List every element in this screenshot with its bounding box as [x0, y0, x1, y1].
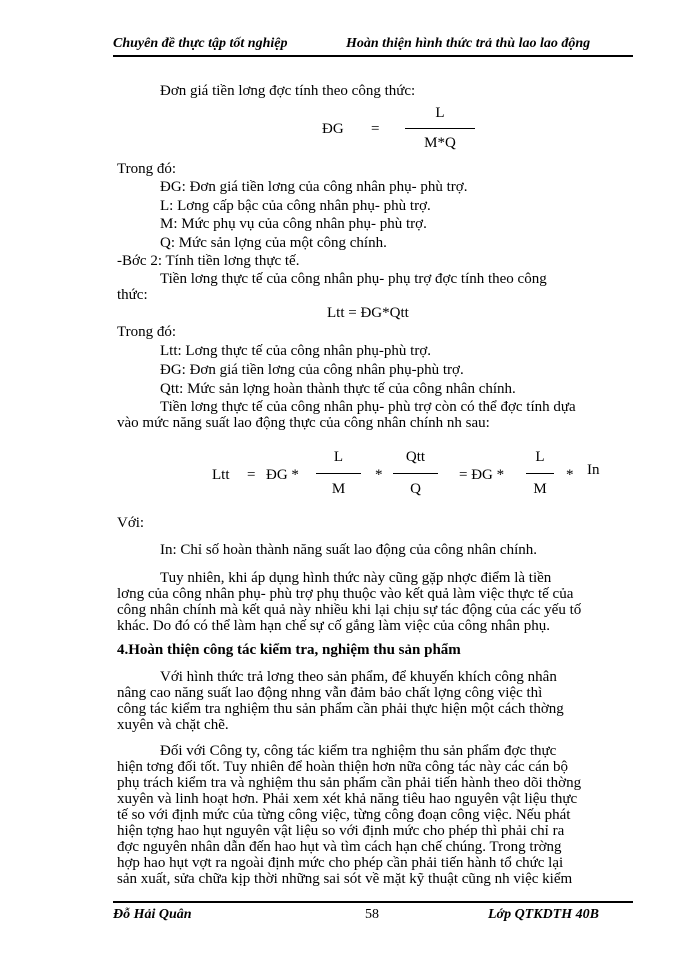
- para-e-line: xuyên và linh hoạt hơn. Phải xem xét khả năng tiêu hao nguyên vật liệu thực: [117, 791, 578, 807]
- formula3-dg: ĐG *: [266, 467, 299, 483]
- formula2: Ltt = ĐG*Qtt: [327, 305, 409, 321]
- formula3-frac1-num: L: [333, 449, 344, 465]
- where2-item: Qtt: Mức sản lợng hoàn thành thực tế của công nhân chính.: [160, 381, 516, 397]
- formula3-frac2-num: Qtt: [405, 449, 426, 465]
- where2-item: ĐG: Đơn giá tiền lơng của công nhân phụ-phù trợ.: [160, 362, 464, 378]
- para-e-line: hợp hao hụt vợt ra ngoài định mức cho phép cần phải tiến hành tổ chức lại: [117, 855, 564, 871]
- formula3-eq: =: [247, 467, 256, 483]
- step2-line: -Bớc 2: Tính tiền lơng thực tế.: [117, 253, 300, 269]
- formula1-lhs: ĐG: [322, 121, 344, 137]
- footer-rule: [113, 901, 633, 903]
- para-d-line: nâng cao năng suất lao động nhng vẫn đảm bảo chất lợng công việc thì: [117, 685, 543, 701]
- header-left: Chuyên đề thực tập tốt nghiệp: [113, 36, 288, 51]
- para-e-line: phụ trách kiểm tra và nghiệm thu sản phẩm cần phải tiến hành theo dõi thờng: [117, 775, 582, 791]
- formula3-frac1-den: M: [331, 481, 346, 497]
- footer-class: Lớp QTKDTH 40B: [488, 907, 599, 922]
- formula1-numerator: L: [435, 105, 445, 121]
- formula3-eq2: = ĐG *: [459, 467, 505, 483]
- header-rule: [113, 55, 633, 57]
- formula3-frac2-den: Q: [410, 481, 421, 497]
- para-a-line: Tiền lơng thực tế của công nhân phụ- phụ trợ đợc tính theo công: [160, 271, 547, 287]
- para-c-line: lơng của công nhân phụ- phù trợ phụ thuộc vào kết quả làm việc thực tế của: [117, 586, 574, 602]
- where2-label: Trong đó:: [117, 324, 177, 340]
- para-b-line: Tiền lơng thực tế của công nhân phụ- phù trợ còn có thể đợc tính dựa: [160, 399, 576, 415]
- page-number: 58: [365, 907, 379, 922]
- formula3-lhs: Ltt: [212, 467, 230, 483]
- para-c-line: Tuy nhiên, khi áp dụng hình thức này cũng gặp nhợc điểm là tiền: [160, 570, 552, 586]
- formula3-star: *: [375, 467, 383, 483]
- para-b-line: vào mức năng suất lao động thực của công nhân chính nh sau:: [117, 415, 490, 431]
- section-heading: 4.Hoàn thiện công tác kiểm tra, nghiệm thu sản phẩm: [117, 642, 461, 658]
- para-a-line: thức:: [117, 287, 148, 303]
- formula3-frac1-bar: [316, 473, 361, 474]
- formula1-denominator: M*Q: [424, 135, 456, 151]
- where1-label: Trong đó:: [117, 161, 177, 177]
- where2-item: Ltt: Lơng thực tế của công nhân phụ-phù trợ.: [160, 343, 432, 359]
- para-e-line: tế so với định mức của từng công việc, từng công đoạn công việc. Nếu phát: [117, 807, 571, 823]
- para-e-line: Đối với Công ty, công tác kiểm tra nghiệm thu sản phẩm đợc thực: [160, 743, 557, 759]
- para-d-line: công tác kiểm tra nghiệm thu sản phẩm cần phải thực hiện một cách thờng: [117, 701, 564, 717]
- in-definition: In: Chỉ số hoàn thành năng suất lao động của công nhân chính.: [160, 542, 538, 558]
- voi-label: Với:: [117, 515, 145, 531]
- where1-item: L: Lơng cấp bậc của công nhân phụ- phù trợ.: [160, 198, 431, 214]
- para-e-line: đợc nguyên nhân dẫn đến hao hụt và tìm cách hạn chế chúng. Trong trờng: [117, 839, 562, 855]
- where1-item: M: Mức phụ vụ của công nhân phụ- phù trợ.: [160, 216, 427, 232]
- where1-item: ĐG: Đơn giá tiền lơng của công nhân phụ- phù trợ.: [160, 179, 468, 195]
- formula3-frac2-bar: [393, 473, 438, 474]
- formula3-in: In: [587, 462, 600, 478]
- formula1-intro: Đơn giá tiền lơng đợc tính theo công thức:: [160, 83, 416, 99]
- formula3-frac3-num: L: [535, 449, 545, 465]
- para-d-line: xuyên và chặt chẽ.: [117, 717, 229, 733]
- para-e-line: hiện tợng hao hụt nguyên vật liệu so với định mức cho phép thì phải chỉ ra: [117, 823, 565, 839]
- formula3-frac3-bar: [526, 473, 554, 474]
- para-c-line: khác. Do đó có thể làm hạn chế sự cố gắng làm việc của công nhân phụ.: [117, 618, 550, 634]
- formula1-eq: =: [371, 121, 380, 137]
- formula3-frac3-den: M: [533, 481, 547, 497]
- footer-author: Đỗ Hải Quân: [113, 907, 192, 922]
- para-c-line: công nhân chính mà kết quả này nhiều khi lại chịu sự tác động của các yếu tố: [117, 602, 582, 618]
- para-d-line: Với hình thức trả lơng theo sản phẩm, để khuyến khích công nhân: [160, 669, 557, 685]
- header-right: Hoàn thiện hình thức trả thù lao lao động: [346, 36, 591, 51]
- formula3-star: *: [566, 467, 574, 483]
- where1-item: Q: Mức sản lợng của một công chính.: [160, 235, 387, 251]
- formula1-fraction-bar: [405, 128, 475, 129]
- para-e-line: hiện tơng đối tốt. Tuy nhiên để hoàn thiện hơn nữa công tác này các cán bộ: [117, 759, 568, 775]
- para-e-line: sản xuất, sửa chữa kịp thời những sai sót về mặt kỹ thuật cũng nh việc kiểm: [117, 871, 573, 887]
